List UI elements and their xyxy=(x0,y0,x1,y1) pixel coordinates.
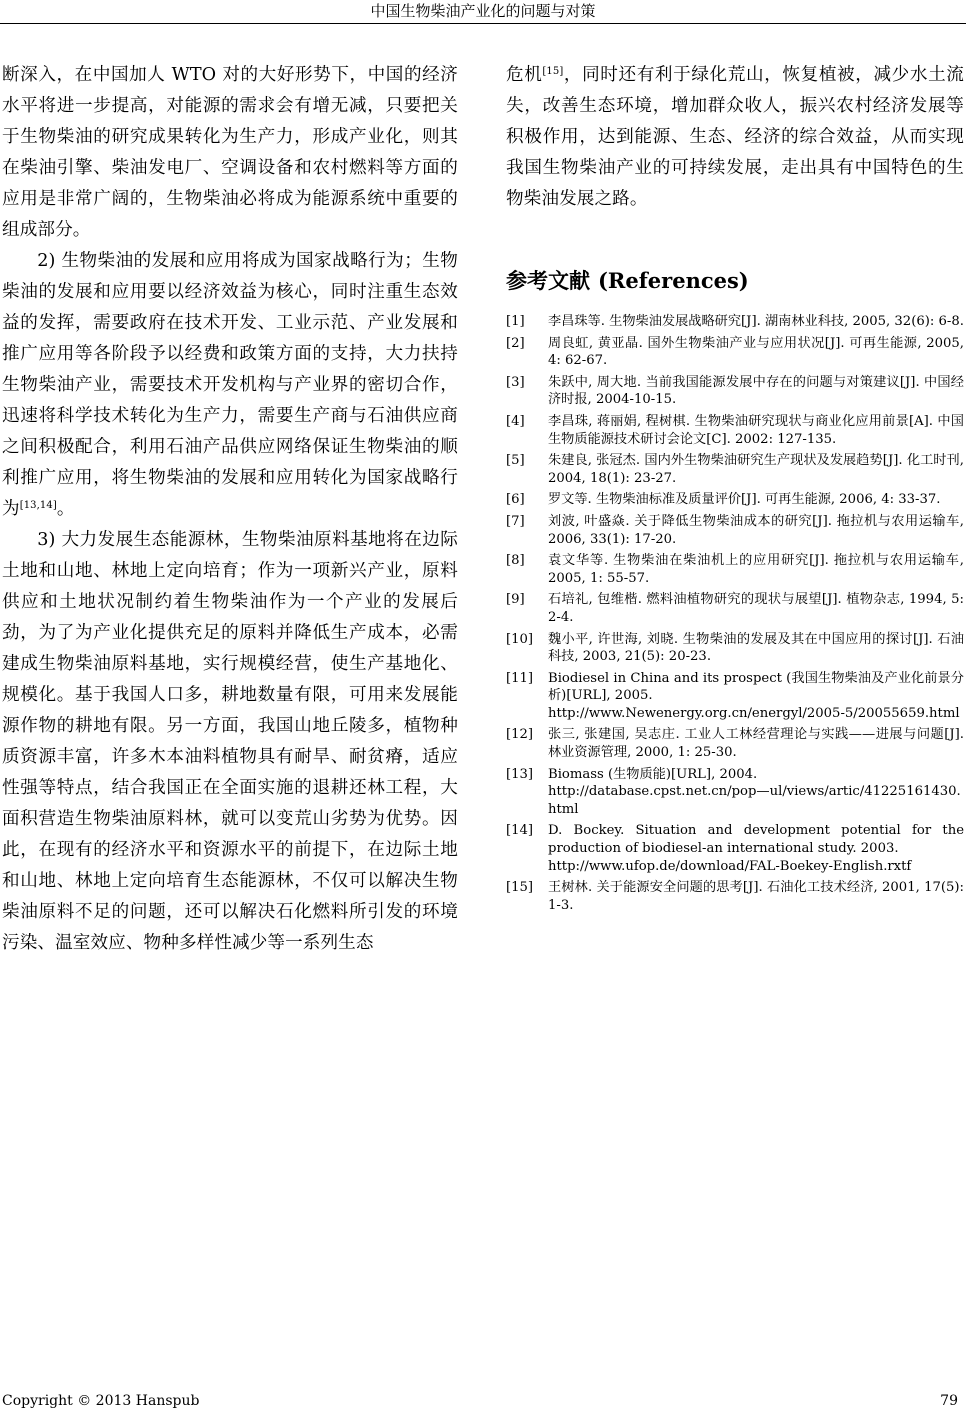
reference-item xyxy=(506,879,964,914)
reference-item xyxy=(506,670,964,723)
reference-number: [11] xyxy=(506,670,534,686)
reference-text: 周良虹, 黄亚晶. 国外生物柴油产业与应用状况[J]. 可再生能源, 2005, 4: 62-67. xyxy=(548,335,964,369)
reference-text: 朱跃中, 周大地. 当前我国能源发展中存在的问题与对策建议[J]. 中国经济时报, 2004-10-15. xyxy=(548,374,964,408)
reference-text: 刘波, 叶盛焱. 关于降低生物柴油成本的研究[J]. 拖拉机与农用运输车, 2006, 33(1): 17-20. xyxy=(548,513,964,547)
paragraph-2 xyxy=(2,246,458,525)
reference-text: 魏小平, 许世海, 刘晓. 生物柴油的发展及其在中国应用的探讨[J]. 石油科技, 2003, 21(5): 20-23. xyxy=(548,631,964,665)
reference-item xyxy=(506,726,964,761)
reference-number: [15] xyxy=(506,880,534,896)
reference-text: 李昌珠, 蒋丽娟, 程树棋. 生物柴油研究现状与商业化应用前景[A]. 中国生物质能源技术研讨会论文[C]. 2002: 127-135. xyxy=(548,413,964,447)
reference-number: [3] xyxy=(506,374,525,390)
reference-text: Biomass (生物质能)[URL], 2004. xyxy=(548,766,758,782)
footer-copyright: Copyright © 2013 Hanspub xyxy=(2,1393,200,1409)
paragraph-4-rest: ，同时还有利于绿化荒山，恢复植被，减少水土流失，改善生态环境，增加群众收人，振兴农村经济发展等积极作用，达到能源、生态、经济的综合效益，从而实现我国生物柴油产业的可持续发展，走出具有中国特色的生物柴油发展之路。 xyxy=(506,65,964,209)
citation-15: [15] xyxy=(542,66,564,77)
reference-item xyxy=(506,766,964,819)
reference-url[interactable]: http://www.Newenergy.org.cn/energyl/2005-5/20055659.html xyxy=(548,705,960,721)
references-heading-en: (References) xyxy=(598,268,749,293)
reference-number: [14] xyxy=(506,823,534,839)
right-column xyxy=(506,60,964,918)
reference-item xyxy=(506,491,964,509)
paragraph-4 xyxy=(506,60,964,215)
left-column xyxy=(2,60,458,959)
reference-item xyxy=(506,631,964,666)
footer-page-number: 79 xyxy=(940,1393,958,1409)
reference-number: [7] xyxy=(506,513,525,529)
reference-text: 李昌珠等. 生物柴油发展战略研究[J]. 湖南林业科技, 2005, 32(6): 6-8. xyxy=(548,314,964,329)
reference-number: [2] xyxy=(506,335,525,351)
paragraph-2-end: 。 xyxy=(56,499,75,519)
reference-number: [10] xyxy=(506,631,534,647)
running-header: 中国生物柴油产业化的问题与对策 xyxy=(370,2,596,20)
reference-text: 朱建良, 张冠杰. 国内外生物柴油研究生产现状及发展趋势[J]. 化工时刊, 2004, 18(1): 23-27. xyxy=(548,453,964,486)
reference-text: 罗文等. 生物柴油标准及质量评价[J]. 可再生能源, 2006, 4: 33-37. xyxy=(548,492,941,508)
reference-item xyxy=(506,822,964,875)
paragraph-1: 断深入，在中国加人 WTO 对的大好形势下，中国的经济水平将进一步提高，对能源的需求会有增无减，只要把关于生物柴油的研究成果转化为生产力，形成产业化，则其在柴油引擎、柴油发电厂、空调设备和农村燃料等方面的应用是非常广阔的，生物柴油必将成为能源系统中重要的组成部分。 xyxy=(2,65,458,240)
reference-item xyxy=(506,413,964,448)
reference-number: [4] xyxy=(506,413,525,429)
reference-number: [12] xyxy=(506,727,534,743)
reference-number: [13] xyxy=(506,766,534,782)
reference-text: D. Bockey. Situation and development potential for the production of biodiesel-an international study. 2003. xyxy=(548,823,964,857)
reference-text: Biodiesel in China and its prospect (我国生物柴油及产业化前景分析)[URL], 2005. xyxy=(548,670,964,704)
reference-item xyxy=(506,335,964,370)
reference-item xyxy=(506,591,964,626)
reference-number: [6] xyxy=(506,492,525,508)
reference-number: [9] xyxy=(506,592,525,608)
paragraph-3: 3) 大力发展生态能源林，生物柴油原料基地将在边际土地和山地、林地上定向培育；作为一项新兴产业，原料供应和土地状况制约着生物柴油作为一个产业的发展后劲，为了为产业化提供充足的原料并降低生产成本，必需建成生物柴油原料基地，实行规模经营，使生产基地化、规模化。基于我国人口多，耕地数量有限，可用来发展能源作物的耕地有限。另一方面，我国山地丘陵多，植物种质资源丰富，许多木本油料植物具有耐旱、耐贫瘠，适应性强等特点，结合我国正在全面实施的退耕还林工程，大面积营造生物柴油原料林，就可以变荒山劣势为优势。因此，在现有的经济水平和资源水平的前提下，在边际土地和山地、林地上定向培育生态能源林，不仅可以解决生物柴油原料不足的问题，还可以解决石化燃料所引发的环境污染、温室效应、物种多样性减少等一系列生态 xyxy=(2,530,458,953)
paragraph-4-start: 危机 xyxy=(506,65,543,85)
reference-url[interactable]: http://www.ufop.de/download/FAL-Boekey-English.rxtf xyxy=(548,858,912,874)
reference-url[interactable]: http://database.cpst.net.cn/pop—ul/views/artic/41225161430.html xyxy=(548,784,961,817)
reference-list xyxy=(506,313,964,914)
reference-number: [8] xyxy=(506,553,525,569)
reference-item xyxy=(506,513,964,548)
reference-text: 袁文华等. 生物柴油在柴油机上的应用研究[J]. 拖拉机与农用运输车, 2005, 1: 55-57. xyxy=(548,553,964,586)
reference-text: 王树林. 关于能源安全问题的思考[J]. 石油化工技术经济, 2001, 17(5): 1-3. xyxy=(548,880,964,913)
paragraph-2-text: 2) 生物柴油的发展和应用将成为国家战略行为；生物柴油的发展和应用要以经济效益为核心，同时注重生态效益的发挥，需要政府在技术开发、工业示范、产业发展和推广应用等各阶段予以经费和政策方面的支持，大力扶持生物柴油产业，需要技术开发机构与产业界的密切合作，迅速将科学技术转化为生产力，需要生产商与石油供应商之间积极配合，利用石油产品供应网络保证生物柴油的顺利推广应用，将生物柴油的发展和应用转化为国家战略行为 xyxy=(2,251,458,519)
references-heading-cn: 参考文献 xyxy=(506,268,590,293)
reference-text: 石培礼, 包维楷. 燃料油植物研究的现状与展望[J]. 植物杂志, 1994, 5: 2-4. xyxy=(548,592,964,625)
reference-item xyxy=(506,552,964,587)
reference-item xyxy=(506,374,964,409)
references-heading xyxy=(506,267,964,295)
reference-text: 张三, 张建国, 吴志庄. 工业人工林经营理论与实践——进展与问题[J]. 林业资源管理, 2000, 1: 25-30. xyxy=(548,727,964,761)
reference-number: [1] xyxy=(506,314,525,329)
reference-item xyxy=(506,452,964,487)
reference-item xyxy=(506,313,964,331)
header-rule xyxy=(0,23,966,24)
citation-13-14: [13,14] xyxy=(19,500,57,511)
reference-number: [5] xyxy=(506,453,525,469)
